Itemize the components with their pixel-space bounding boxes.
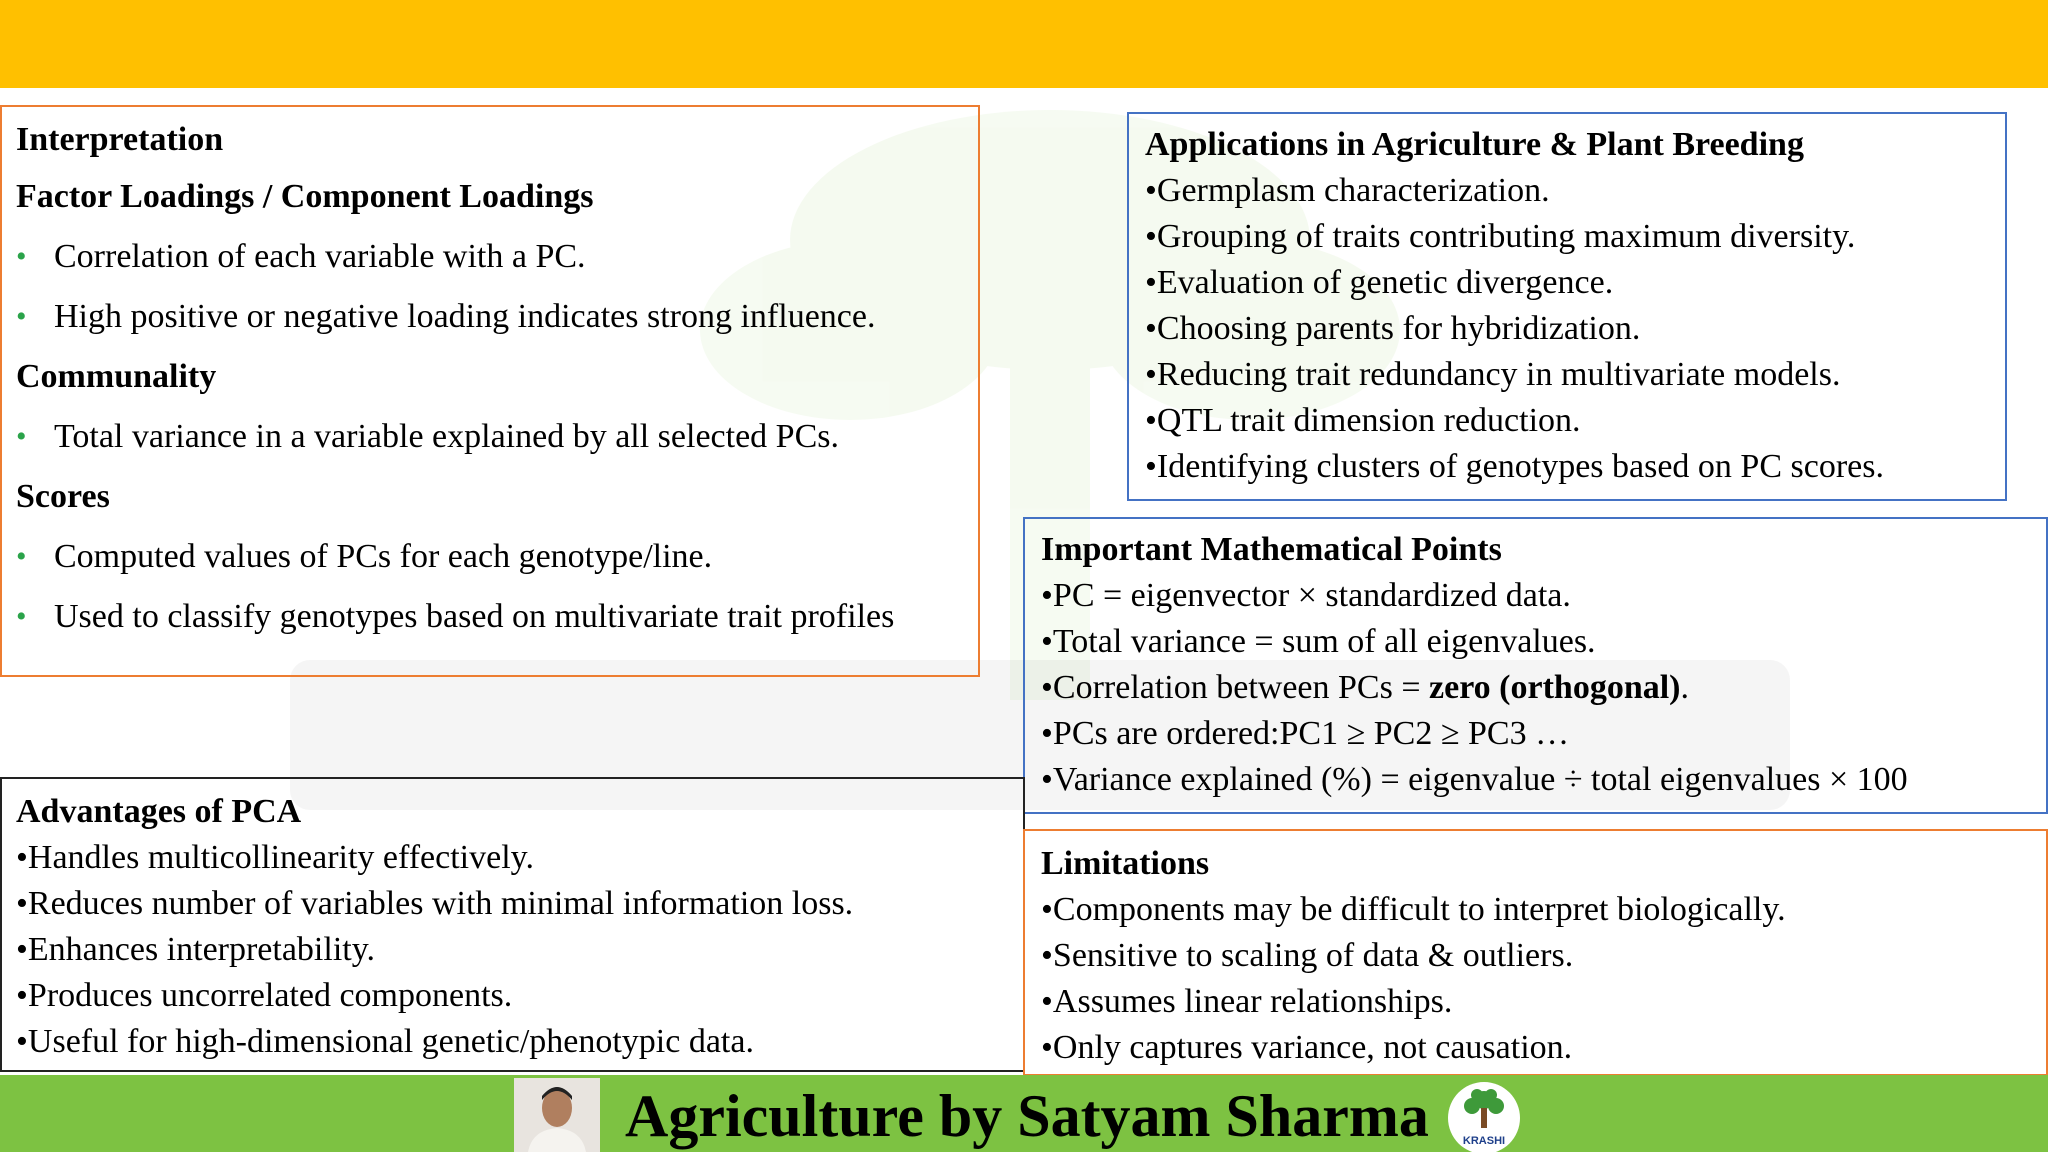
math-item: •PCs are ordered:PC1 ≥ PC2 ≥ PC3 … bbox=[1041, 715, 1570, 752]
interpretation-title: Interpretation bbox=[16, 121, 224, 158]
bullet-icon: • bbox=[16, 300, 27, 333]
applications-item: •Reducing trait redundancy in multivariate models. bbox=[1145, 356, 1841, 393]
applications-panel bbox=[1127, 112, 2007, 501]
advantages-item: •Produces uncorrelated components. bbox=[16, 977, 513, 1014]
math-panel bbox=[1023, 517, 2048, 814]
brand-name: Agriculture by Satyam Sharma bbox=[625, 1083, 1429, 1149]
bullet-icon: • bbox=[16, 420, 27, 453]
applications-item: •Germplasm characterization. bbox=[1145, 172, 1550, 209]
communality-heading: Communality bbox=[16, 358, 217, 395]
logo-text: KRASHI bbox=[1462, 1135, 1506, 1147]
advantages-item: •Handles multicollinearity effectively. bbox=[16, 839, 534, 876]
tree-logo-icon bbox=[1444, 1080, 1524, 1152]
math-bold-term: zero (orthogonal) bbox=[1429, 669, 1681, 706]
loadings-item: • Correlation of each variable with a PC. bbox=[16, 227, 964, 287]
loadings-heading: Factor Loadings / Component Loadings bbox=[16, 178, 594, 215]
limitations-item: •Assumes linear relationships. bbox=[1041, 983, 1453, 1020]
author-avatar bbox=[514, 1078, 600, 1152]
advantages-item: •Reduces number of variables with minimal information loss. bbox=[16, 885, 854, 922]
advantages-item: •Enhances interpretability. bbox=[16, 931, 376, 968]
advantages-title: Advantages of PCA bbox=[16, 793, 302, 830]
interpretation-panel bbox=[0, 105, 980, 677]
scores-item: • Computed values of PCs for each genotype/line. bbox=[16, 527, 964, 587]
applications-item: •Evaluation of genetic divergence. bbox=[1145, 264, 1614, 301]
loadings-item: • High positive or negative loading indicates strong influence. bbox=[16, 287, 964, 347]
limitations-panel bbox=[1023, 829, 2048, 1076]
math-item: •PC = eigenvector × standardized data. bbox=[1041, 577, 1571, 614]
applications-item: •QTL trait dimension reduction. bbox=[1145, 402, 1581, 439]
person-icon bbox=[514, 1078, 600, 1152]
applications-item: •Grouping of traits contributing maximum diversity. bbox=[1145, 218, 1856, 255]
advantages-item: •Useful for high-dimensional genetic/phenotypic data. bbox=[16, 1023, 754, 1060]
communality-item: • Total variance in a variable explained by all selected PCs. bbox=[16, 407, 964, 467]
math-item: •Correlation between PCs = zero (orthogonal). bbox=[1041, 669, 1689, 706]
scores-item: • Used to classify genotypes based on multivariate trait profiles bbox=[16, 587, 964, 647]
limitations-item: •Only captures variance, not causation. bbox=[1041, 1029, 1573, 1066]
math-item: •Total variance = sum of all eigenvalues. bbox=[1041, 623, 1596, 660]
bullet-icon: • bbox=[16, 540, 27, 573]
applications-item: •Choosing parents for hybridization. bbox=[1145, 310, 1641, 347]
math-item: •Variance explained (%) = eigenvalue ÷ total eigenvalues × 100 bbox=[1041, 761, 1908, 798]
applications-item: •Identifying clusters of genotypes based on PC scores. bbox=[1145, 448, 1884, 485]
bullet-icon: • bbox=[16, 240, 27, 273]
scores-heading: Scores bbox=[16, 478, 110, 515]
advantages-panel bbox=[0, 777, 1025, 1072]
limitations-item: •Sensitive to scaling of data & outliers. bbox=[1041, 937, 1574, 974]
bullet-icon: • bbox=[16, 600, 27, 633]
krashi-logo bbox=[1444, 1080, 1524, 1152]
top-banner bbox=[0, 0, 2048, 88]
limitations-title: Limitations bbox=[1041, 845, 1210, 882]
limitations-item: •Components may be difficult to interpret biologically. bbox=[1041, 891, 1786, 928]
applications-title: Applications in Agriculture & Plant Breeding bbox=[1145, 126, 1804, 163]
math-title: Important Mathematical Points bbox=[1041, 531, 1502, 568]
